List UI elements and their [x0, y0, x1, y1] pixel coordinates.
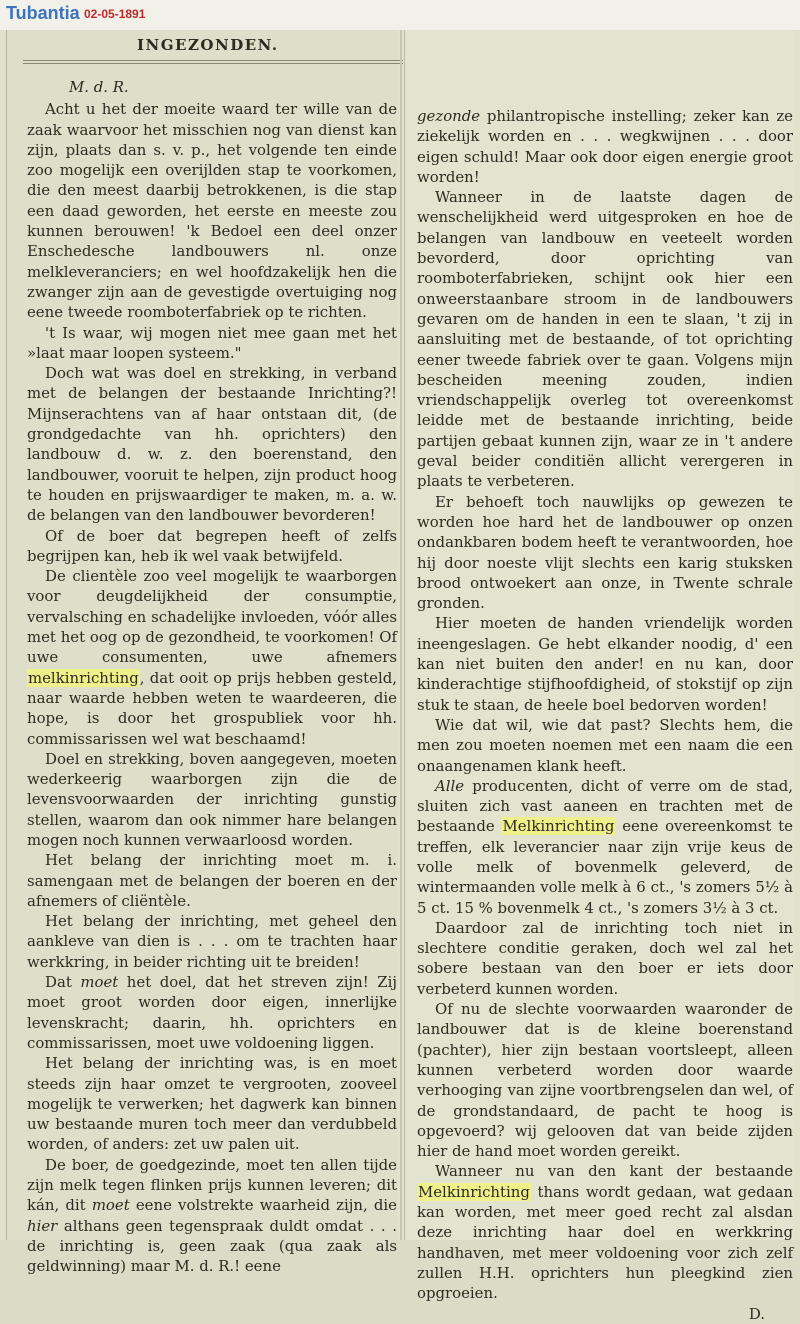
paragraph: [27, 566, 397, 749]
masthead: [0, 0, 800, 31]
text-run: De boer, de goedgezinde, moet ten allen tijde zijn melk tegen flinken prijs kunnen leveren; dit kán, dit: [27, 1155, 397, 1215]
right-column-text: [417, 106, 793, 1324]
paragraph: [27, 99, 397, 322]
text-run: Of nu de slechte voorwaarden waaronder de landbouwer dat is de kleine boerenstand (pachter), hier zijn bestaan voortsleept, alleen kunnen verbeterd worden door waarde verhooging van zijne voortbrengselen dan wel, of de grondstandaard, de pacht te hoog is opgevoerd? wij gelooven dat van beide zijden hier de hand moet worden gereikt.: [417, 1000, 793, 1161]
text-run: Acht u het der moeite waard ter wille van de zaak waarvoor het misschien nog van dienst kan zijn, plaats dan s. v. p., het volgende ten einde zoo mogelijk een overijlden stap te voorkomen, die den meest daarbij betrokkenen, is die stap een daad geworden, het eerste en meeste zou kunnen berouwen! 'k Bedoel een deel onzer Enschedesche landbouwers nl. onze melkleveranciers; en wel hoofdzakelijk hen die zwanger zijn aan de gevestigde overtuiging nog eene tweede roomboterfabriek op te richten.: [27, 100, 397, 322]
text-run: het doel, dat het streven zijn! Zij moet groot worden door eigen, innerlijke levenskracht; daarin, hh. oprichters en commissarissen, moet uwe voldoening liggen.: [27, 973, 397, 1052]
text-run: 't Is waar, wij mogen niet mee gaan met het »laat maar loopen systeem.": [27, 323, 397, 362]
text-run: Doch wat was doel en strekking, in verband met de belangen der bestaande Inrichting?! Mijnserachtens van af haar ontstaan dit, (de grondgedachte van hh. oprichters) den landbouw d. w. z. den boerenstand, den landbouwer, vooruit te helpen, zijn product hoog te houden en prijswaardiger te maken, m. a. w. de belangen van den landbouwer bevorderen!: [27, 364, 397, 525]
newspaper-title: Tubantia: [6, 3, 80, 23]
paragraph: [27, 972, 397, 1053]
italic-word: Alle: [435, 776, 465, 795]
column-divider: [400, 30, 402, 1240]
title-rule: [23, 60, 403, 61]
text-run: Of de boer dat begrepen heeft of zelfs begrijpen kan, heb ik wel vaak betwijfeld.: [27, 526, 397, 565]
text-run: Hier moeten de handen vriendelijk worden ineengeslagen. Ge hebt elkander noodig, d' een kan niet buiten den ander! en nu kan, door kinderachtige stijfhoofdigheid, of stokstijf op zijn stuk te staan, de heele boel bedorven worden!: [417, 614, 793, 714]
paragraph: [417, 492, 793, 614]
paragraph: [27, 363, 397, 525]
paragraph: [27, 1053, 397, 1154]
newspaper-clipping: [0, 30, 800, 1323]
text-run: Daardoor zal de inrichting toch niet in slechtere conditie geraken, doch wel zal het sobere bestaan van den boer er iets door verbeterd kunnen worden.: [417, 918, 793, 998]
text-run: Wie dat wil, wie dat past? Slechts hem, die men zou moeten noemen met een naam die een onaangenamen klank heeft.: [417, 715, 793, 775]
publication-date: 02-05-1891: [84, 7, 146, 21]
text-run: Wanneer nu van den kant der bestaande: [435, 1162, 793, 1181]
left-column-text: [27, 77, 397, 1277]
text-run: Het belang der inrichting, met geheel den aankleve van dien is . . . om te trachten haar werkkring, in beider richting uit te breiden!: [27, 912, 397, 971]
text-run: eene overeenkomst te treffen, elk leverancier naar zijn vrije keus de volle melk of bovenmelk geleverd, de wintermaanden volle melk à 6 ct., 's zomers 5½ à 5 ct. 15 % bovenmelk 4 ct., 's zomers 3½ à 3 ct.: [417, 817, 793, 917]
highlighted-term: melkinrichting: [28, 668, 139, 687]
paragraph: [27, 323, 397, 364]
text-run: philantropische instelling; zeker kan ze ziekelijk worden en . . . wegkwijnen . . . door eigen schuld! Maar ook door eigen energie groot worden!: [417, 107, 793, 186]
paragraph: [417, 106, 793, 187]
text-run: De clientèle zoo veel mogelijk te waarborgen voor deugdelijkheid der consumptie, vervalsching en schadelijke invloeden, vóór alles met het oog op de gezondheid, te voorkomen! Of uwe consumenten, uwe afnemers: [27, 567, 397, 667]
text-run: Het belang der inrichting moet m. i. samengaan met de belangen der boeren en der afnemers of cliëntèle.: [27, 851, 397, 910]
text-run: Er behoeft toch nauwlijks op gewezen te worden hoe hard het de landbouwer op onzen ondankbaren bodem heeft te verantwoorden, hoe hij door noeste vlijt slechts een karig stuksken brood ontwoekert aan onze, in Twente schrale gronden.: [417, 492, 793, 613]
text-run: Dat: [45, 973, 81, 992]
italic-word: hier: [27, 1216, 58, 1235]
text-run: thans wordt gedaan, wat gedaan kan worden, met meer goed recht zal alsdan deze inrichting haar doel en werkkring handhaven, met meer voldoening voor zich zelf zullen H.H. oprichters hun pleegkind zien opgroeien.: [417, 1182, 793, 1303]
paragraph: [417, 187, 793, 491]
paragraph: [27, 749, 397, 850]
text-run: Wanneer in de laatste dagen de wenschelijkheid werd uitgesproken en hoe de belangen van landbouw en veeteelt worden bevorderd, door oprichting van roomboterfabrieken, schijnt ook hier een onweerstaanbare stroom in de landbouwers gevaren om de handen in een te slaan, 't zij in aansluiting met de bestaande, of tot oprichting eener tweede fabriek over te gaan. Volgens mijn bescheiden meening zouden, indien vriendschappelijk overleg tot overeenkomst leidde met de bestaande inrichting, beide partijen gebaat kunnen zijn, waar ze in 't andere geval beider conditiën allicht verergeren in plaats te verbeteren.: [417, 188, 793, 491]
paragraph: [417, 1161, 793, 1303]
italic-word: gezonde: [417, 107, 481, 125]
text-run: althans geen tegenspraak duldt omdat . . . de inrichting is, geen zaak (qua zaak als geldwinning) maar M. d. R.! eene: [27, 1216, 397, 1276]
text-run: Het belang der inrichting was, is en moet steeds zijn haar omzet te vergrooten, zooveel mogelijk te verwerken; het dagwerk kan binnen uw bestaande muren toch meer dan verdubbeld worden, of anders: zet uw palen uit.: [27, 1054, 397, 1154]
italic-word: moet: [91, 1196, 130, 1215]
paragraph: [417, 999, 793, 1161]
signature: D.: [748, 1304, 765, 1323]
text-run: eene volstrekte waarheid zijn, die: [129, 1196, 397, 1215]
paragraph: [417, 776, 793, 918]
title-rule: [23, 63, 403, 64]
text-run: producenten, dicht of verre om de stad, sluiten zich vast aaneen en trachten met de bestaande: [417, 776, 793, 836]
text-run: , dat ooit op prijs hebben gesteld, naar waarde hebben weten te waardeeren, die hope, is door het grospubliek voor hh. commissarissen wel wat beschaamd!: [27, 668, 397, 748]
italic-word: moet: [80, 973, 119, 992]
text-run: Doel en strekking, boven aangegeven, moeten wederkeerig waarborgen zijn die de levensvoorwaarden der inrichting gunstig stellen, waarom dan ook nimmer hare belangen mogen noch kunnen verwaarloosd worden.: [27, 749, 397, 849]
paragraph: [417, 613, 793, 714]
paragraph: [417, 715, 793, 776]
left-column: [6, 30, 397, 1276]
paragraph: [27, 526, 397, 567]
section-title: INGEZONDEN.: [137, 36, 279, 54]
paragraph: [417, 918, 793, 999]
paragraph: [27, 1155, 397, 1277]
paragraph: [27, 911, 397, 972]
left-body: [27, 99, 397, 1276]
salutation: M. d. R.: [69, 78, 129, 96]
paragraph: [27, 850, 397, 911]
highlighted-term: Melkinrichting: [502, 817, 615, 836]
highlighted-term: Melkinrichting: [418, 1182, 530, 1201]
right-body: [417, 106, 793, 1304]
right-column: [404, 30, 795, 1323]
